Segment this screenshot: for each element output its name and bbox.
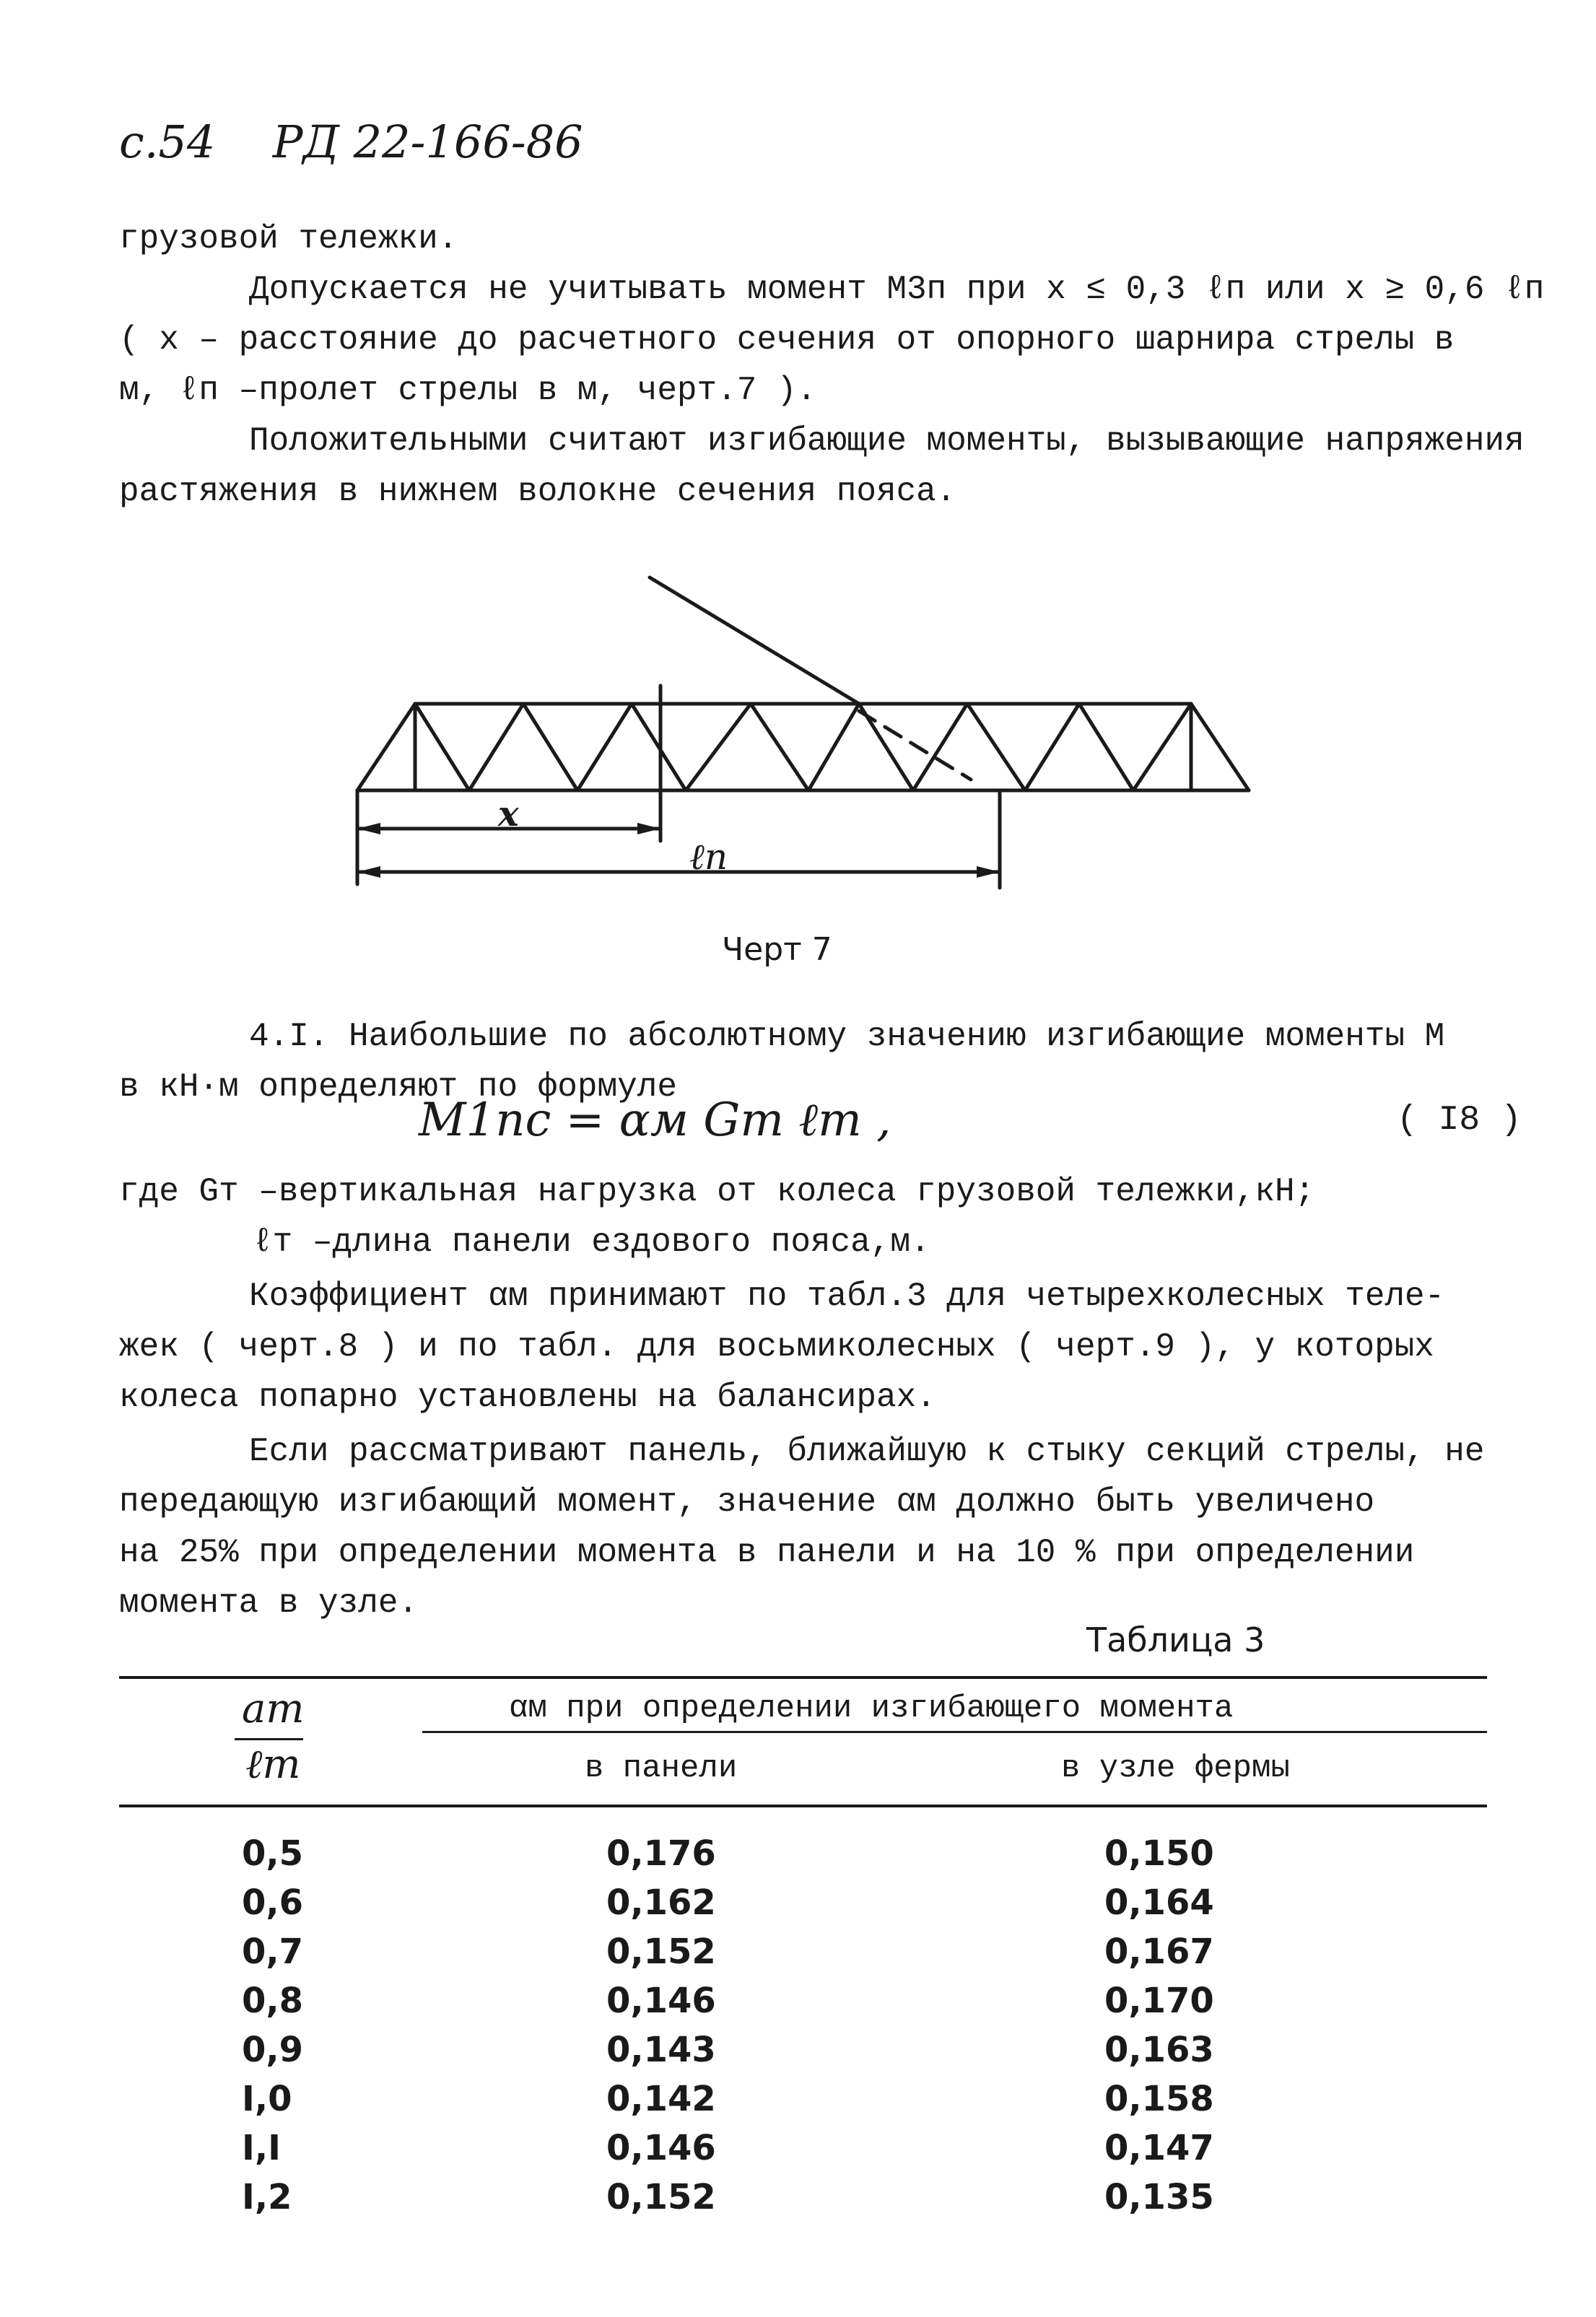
paragraph-line: ( x – расстояние до расчетного сечения от опорного шарнира стрелы в (119, 321, 1455, 359)
coef-line: Коэффициент αм принимают по табл.3 для четырехколесных теле- (249, 1278, 1445, 1315)
cell-ratio: 0,8 (242, 1981, 304, 2021)
cell-ratio: 0,6 (242, 1882, 304, 1923)
cell-ratio: 0,5 (242, 1833, 304, 1874)
page-number: с.54 (119, 115, 216, 168)
paragraph-line: грузовой тележки. (119, 220, 458, 258)
cell-panel: 0,152 (606, 1932, 716, 1972)
right-end-member (1191, 704, 1249, 790)
cell-panel: 0,146 (606, 1981, 716, 2021)
cell-node: 0,170 (1104, 1981, 1214, 2021)
cell-panel: 0,176 (606, 1833, 716, 1874)
cell-panel: 0,162 (606, 1882, 716, 1923)
cell-node: 0,150 (1104, 1833, 1214, 1874)
paragraph-line: Допускается не учитывать момент M3п при x ≤ 0,3 ℓп или x ≥ 0,6 ℓп (249, 271, 1545, 308)
cell-panel: 0,143 (606, 2030, 716, 2070)
cell-panel: 0,146 (606, 2128, 716, 2168)
panel-line: момента в узле. (119, 1584, 419, 1622)
coef-line: колеса попарно установлены на балансирах. (119, 1379, 936, 1416)
arrowhead (977, 866, 1000, 878)
paragraph-line: м, ℓп –пролет стрелы в м, черт.7 ). (119, 372, 817, 409)
dashed-member (859, 711, 971, 780)
cell-ratio: I,0 (242, 2079, 292, 2119)
where-line: где Gт –вертикальная нагрузка от колеса грузовой тележки,кН; (119, 1173, 1315, 1210)
cell-node: 0,135 (1104, 2177, 1214, 2217)
formula-number: ( I8 ) (1397, 1101, 1522, 1140)
document-code: РД 22-166-86 (272, 115, 583, 168)
label-ln: ℓп (689, 836, 728, 878)
table-top-rule (119, 1676, 1487, 1679)
cell-ratio: 0,7 (242, 1932, 304, 1972)
arrowhead (637, 823, 660, 834)
cell-node: 0,163 (1104, 2030, 1214, 2070)
section-line: 4.I. Наибольшие по абсолютному значению изгибающие моменты M (249, 1018, 1445, 1055)
left-end-member (357, 704, 415, 790)
cell-ratio: I,2 (242, 2177, 292, 2217)
section-line: в кН·м определяют по формуле (119, 1068, 677, 1106)
table-title: Таблица 3 (1086, 1620, 1265, 1659)
cell-node: 0,147 (1104, 2128, 1214, 2168)
cell-panel: 0,142 (606, 2079, 716, 2119)
col1-numerator: aт (242, 1685, 305, 1732)
cable-line (650, 577, 859, 704)
col1-denominator: ℓт (245, 1741, 301, 1788)
coef-line: жек ( черт.8 ) и по табл. для восьмиколесных ( черт.9 ), у которых (119, 1328, 1434, 1366)
paragraph-line: Положительными считают изгибающие моменты, вызывающие напряжения (249, 422, 1525, 460)
arrowhead (357, 823, 380, 834)
formula: M1пс = αм Gт ℓт , (419, 1094, 891, 1147)
table-header-rule (119, 1805, 1487, 1807)
fraction-bar (235, 1738, 303, 1740)
group-header: αм при определении изгибающего момента (509, 1690, 1234, 1727)
panel-line: Если рассматривают панель, ближайшую к стыку секций стрелы, не (249, 1433, 1485, 1470)
arrowhead (357, 866, 380, 878)
panel-line: передающую изгибающий момент, значение αм должно быть увеличено (119, 1483, 1375, 1521)
label-x: x (498, 794, 519, 834)
cell-panel: 0,152 (606, 2177, 716, 2217)
cell-ratio: I,I (242, 2128, 281, 2168)
cell-node: 0,158 (1104, 2079, 1214, 2119)
cell-ratio: 0,9 (242, 2030, 304, 2070)
col3-header: в узле фермы (1061, 1750, 1290, 1786)
cell-node: 0,167 (1104, 1932, 1214, 1972)
paragraph-line: растяжения в нижнем волокне сечения пояса. (119, 473, 956, 510)
where-line: ℓт –длина панели ездового пояса,м. (253, 1223, 930, 1261)
panel-line: на 25% при определении момента в панели и на 10 % при определении (119, 1534, 1415, 1571)
group-header-rule (422, 1731, 1487, 1733)
col2-header: в панели (585, 1750, 738, 1786)
cell-node: 0,164 (1104, 1882, 1214, 1923)
truss-web (415, 704, 1191, 790)
figure-caption: Черт 7 (722, 931, 832, 968)
